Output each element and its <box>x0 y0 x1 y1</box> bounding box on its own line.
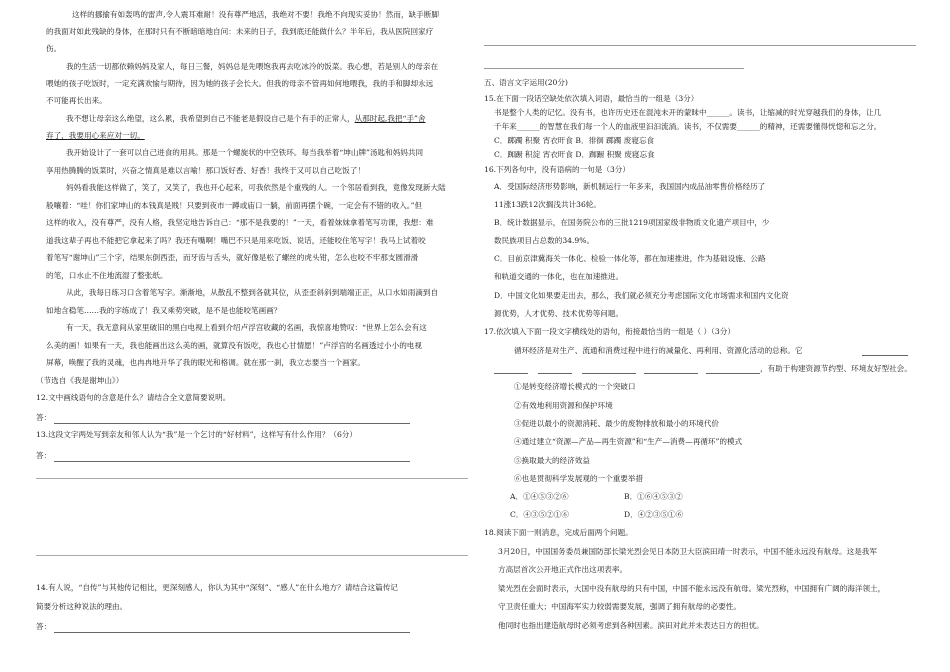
answer-line[interactable] <box>54 423 410 424</box>
question-16: 16.下列各句中，没有语病的一句是（3分） <box>484 165 630 174</box>
passage-line: 这样的收入，没有尊严，没有人格，我坚定地告诉自己：“那不是我要的！”一天，看着妹妹拿着笔写功课，我想：难 <box>46 218 434 227</box>
q16-option: 和轨道交通的一体化，也在加速推进。 <box>494 272 624 281</box>
answer-line[interactable] <box>484 68 744 69</box>
question-13: 13.这段文字两处写到亲友和邻人认为“我”是一个乞讨的“好材料”，这样写有什么作用？（6分） <box>36 430 357 439</box>
passage-line: 道我这辈子再也不能把它拿起来了吗？我还有嘴啊！嘴巴不只是用来吃饭、说话，还能咬住笔写字！我马上试着咬 <box>46 236 426 245</box>
q17-item: ②有效地利用资源和保护环境 <box>514 401 613 410</box>
answer-line[interactable] <box>54 632 410 633</box>
passage-line: 喂她的孩子吃饭时，一定充满欢愉与期待，因为她的孩子会长大。但我的母亲不管再如何地喂我，我的手和脚却永远 <box>46 79 434 88</box>
q16-option: B．统计数据显示，在国务院公布的三批1219项国家级非物质文化遗产项目中，少 <box>494 218 770 227</box>
passage-line: 屏幕，唤醒了我的灵魂，也冉冉地升华了我的眼光和格调。就在那一刹，我立志要当一个画家。 <box>46 358 365 367</box>
passage-line: 有一天，我无意间从家里破旧的黑白电视上看到介绍卢浮宫收藏的名画，我惊喜地赞叹：“世界上怎么会有这 <box>66 323 427 332</box>
blank-line[interactable] <box>706 373 760 374</box>
q17-item: ④通过建立“资源—产品—再生资源”和“生产—消费—再循环”的模式 <box>514 437 743 446</box>
q15-options: C．踯躅 积聚 宵衣旰食 B．徘徊 踯躅 废寝忘食 <box>494 136 655 145</box>
answer-label: 答： <box>36 413 52 422</box>
passage-line: 我的生活一切都依赖妈妈及家人，每日三餐，妈妈总是先喂饱我再去吃冰冷的饭菜。我心想，若是别人的母亲在 <box>66 62 439 71</box>
q15-text: 书是整个人类的记忆。没有书，也许历史还在混沌未开的蒙昧中______。读书，让缩减的时光穿越我们的身体，让几 <box>494 108 882 117</box>
news-line: 梁光烈在会面时表示，大国中没有航母的只有中国，中国不能永远没有航母。梁光烈称，中国拥有广阔的海洋领土， <box>498 584 886 593</box>
blank-line[interactable] <box>862 355 908 356</box>
q16-option: 数民族项目占总数的34.9%。 <box>494 236 595 245</box>
q17-item: ⑤换取最大的经济效益 <box>514 456 590 465</box>
q16-option: A．受国际经济形势影响，新机制运行一年多来，我国国内成品油零售价格经历了 <box>494 182 766 191</box>
passage-line: 伤。 <box>46 44 62 53</box>
news-line: 3月20日，中国国务委员兼国防部长梁光烈会见日本防卫大臣滨田靖一时表示，中国不能永远没有航母。这是我军 <box>498 547 877 556</box>
q17-option-c: C．④③⑤②①⑥ <box>510 510 569 519</box>
answer-label: 答： <box>36 451 52 460</box>
news-line: 他同时也指出建造航母时必须考虑到各种因素。滨田对此并未表达日方的担忧。 <box>498 621 764 630</box>
q17-text: ，有助于构建资源节约型、环境友好型社会。 <box>760 364 912 373</box>
source-note: （节选自《我是谢坤山》） <box>36 376 124 385</box>
q17-option-a: A．①④⑤③②⑥ <box>510 492 569 501</box>
question-15: 15.在下面一段话空缺处依次填入词语，最恰当的一组是（3分） <box>484 94 699 103</box>
question-18: 18.阅读下面一则消息，完成后面两个问题。 <box>484 528 633 537</box>
passage-line: 享用热腾腾的饭菜时，兴奋之情真是难以言喻！那口饭好香、好香！我终于又可以自己吃饭了！ <box>46 166 365 175</box>
q16-option: D．中国文化如果要走出去，那么，我们就必须充分考虑国际文化市场需求和国内文化资 <box>494 291 789 300</box>
passage-line: 不可能再长出来。 <box>46 96 107 105</box>
passage-line: 我开始设计了一套可以自己进食的用具。那是一个螺旋状的中空铁环。每当我举着“坤山牌”汤匙和妈妈共同 <box>66 148 424 157</box>
q17-item: ③促进以最小的资源消耗、最少的废物排放和最小的环境代价 <box>514 419 720 428</box>
passage-line: 着笔写“谢坤山”三个字，结果东倒西歪，而牙齿与舌头，就好像是松了螺丝的虎头钳，怎么也咬不牢那支圆滑滑 <box>46 253 419 262</box>
passage-line: 妈妈看我能这样做了，笑了，又笑了，我也开心起来，可我依然是个重残的人。一个邻居看到我，竟像发现新大陆 <box>66 183 446 192</box>
answer-line[interactable] <box>36 478 468 479</box>
q17-option-d: D．④②③⑤①⑥ <box>624 510 684 519</box>
answer-line[interactable] <box>54 461 410 462</box>
news-line: 方高层首次公开地正式作出这项表率。 <box>498 565 628 574</box>
blank-line[interactable] <box>494 373 528 374</box>
q16-option: 11涨13跌12次搁浅共计36轮。 <box>494 200 601 209</box>
q16-option: C．目前京津冀海关一体化、检验一体化等，都在加速推进，作为基础设施、公路 <box>494 254 766 263</box>
answer-line[interactable] <box>484 45 916 46</box>
q15-options: C．踟蹰 积淀 宵衣旰食 D．踟蹰 积聚 废寝忘食 <box>494 150 655 159</box>
section-title: 五、语言文字运用(20分) <box>484 78 568 87</box>
underlined-sentence: 从那时起,我把“手”舍 <box>354 114 426 123</box>
question-14-line2: 简要分析这种说法的理由。 <box>36 602 128 611</box>
q17-option-b: B．①⑥④⑤③② <box>624 492 683 501</box>
answer-line[interactable] <box>36 555 468 556</box>
passage-line: 般嚷着：“哇！你们家坤山的本钱真是贱！只要到夜市一蹲或庙口一躺，前面再摆个碗，一定会有不错的收入。”但 <box>46 201 423 210</box>
q17-item: ①是转变经济增长模式的一个突破口 <box>514 382 636 391</box>
question-17: 17.依次填入下面一段文字横线处的语句，衔接最恰当的一组是（ ）（3分） <box>484 327 735 336</box>
passage-line: 我不想让母亲这么绝望，这么累，我希望到自己不能老是假设自己是个有手的正常人，从那时起,我把“手”舍 <box>66 114 426 123</box>
passage-line: 如地含稳笔……我的字练成了！我又乘势突破，是不是也能咬笔画画？ <box>46 306 282 315</box>
question-12: 12.文中画线语句的含意是什么？请结合全文意简要说明。 <box>36 393 231 402</box>
passage-line: 的我面对如此残缺的身体，在那时只有不断暗暗地自问：未来的日子，我到底还能做什么？半年后，我从医院回家疗 <box>46 27 434 36</box>
passage-line: 从此，我每日练习口含着笔写字。渐渐地，从散乱不整到各就其位，从歪歪斜斜到端端正正，从口水如雨滴到自 <box>66 288 439 297</box>
q16-option: 源优势，人才优势、技术优势等问题。 <box>494 309 624 318</box>
q15-text: 千年来______的智慧在我们每一个人的血液里汩汩流淌。读书，不仅需要______的精神，还需要懂得恍惚和忘之分。 <box>494 122 882 131</box>
passage-line: 的笔，口水止不住地流湿了整张纸。 <box>46 271 168 280</box>
blank-line[interactable] <box>644 373 698 374</box>
news-line: 守卫责任重大；中国海军实力较弱需要发展，强调了拥有航母的必要性。 <box>498 602 741 611</box>
passage-line: 这样的挪揄有如轰鸣的雷声,令人震耳难耐！没有尊严地活，我绝对不要！我绝不向现实妥协！然而，缺手断脚 <box>72 10 439 19</box>
answer-label: 答： <box>36 622 52 631</box>
blank-line[interactable] <box>538 373 572 374</box>
q17-text: 循环经济是对生产、流通和消费过程中进行的减量化、再利用、资源化活动的总称。它 <box>514 346 803 355</box>
blank-line[interactable] <box>582 373 636 374</box>
underlined-sentence: 弃了，我要用心来应对一切。 <box>46 131 145 140</box>
passage-line: 么美的画！如果有一天，我也能画出这么美的画，就算没有饭吃，我也心甘情愿！”卢浮宫的名画透过小小的电视 <box>46 341 422 350</box>
q17-item: ⑥也是贯彻科学发展观的一个重要举措 <box>514 474 644 483</box>
question-14: 14.有人说，“自传”与其他传记相比，更深刻感人，你认为其中“深刻”、“感人”在什么地方？请结合这篇传记 <box>36 583 398 592</box>
